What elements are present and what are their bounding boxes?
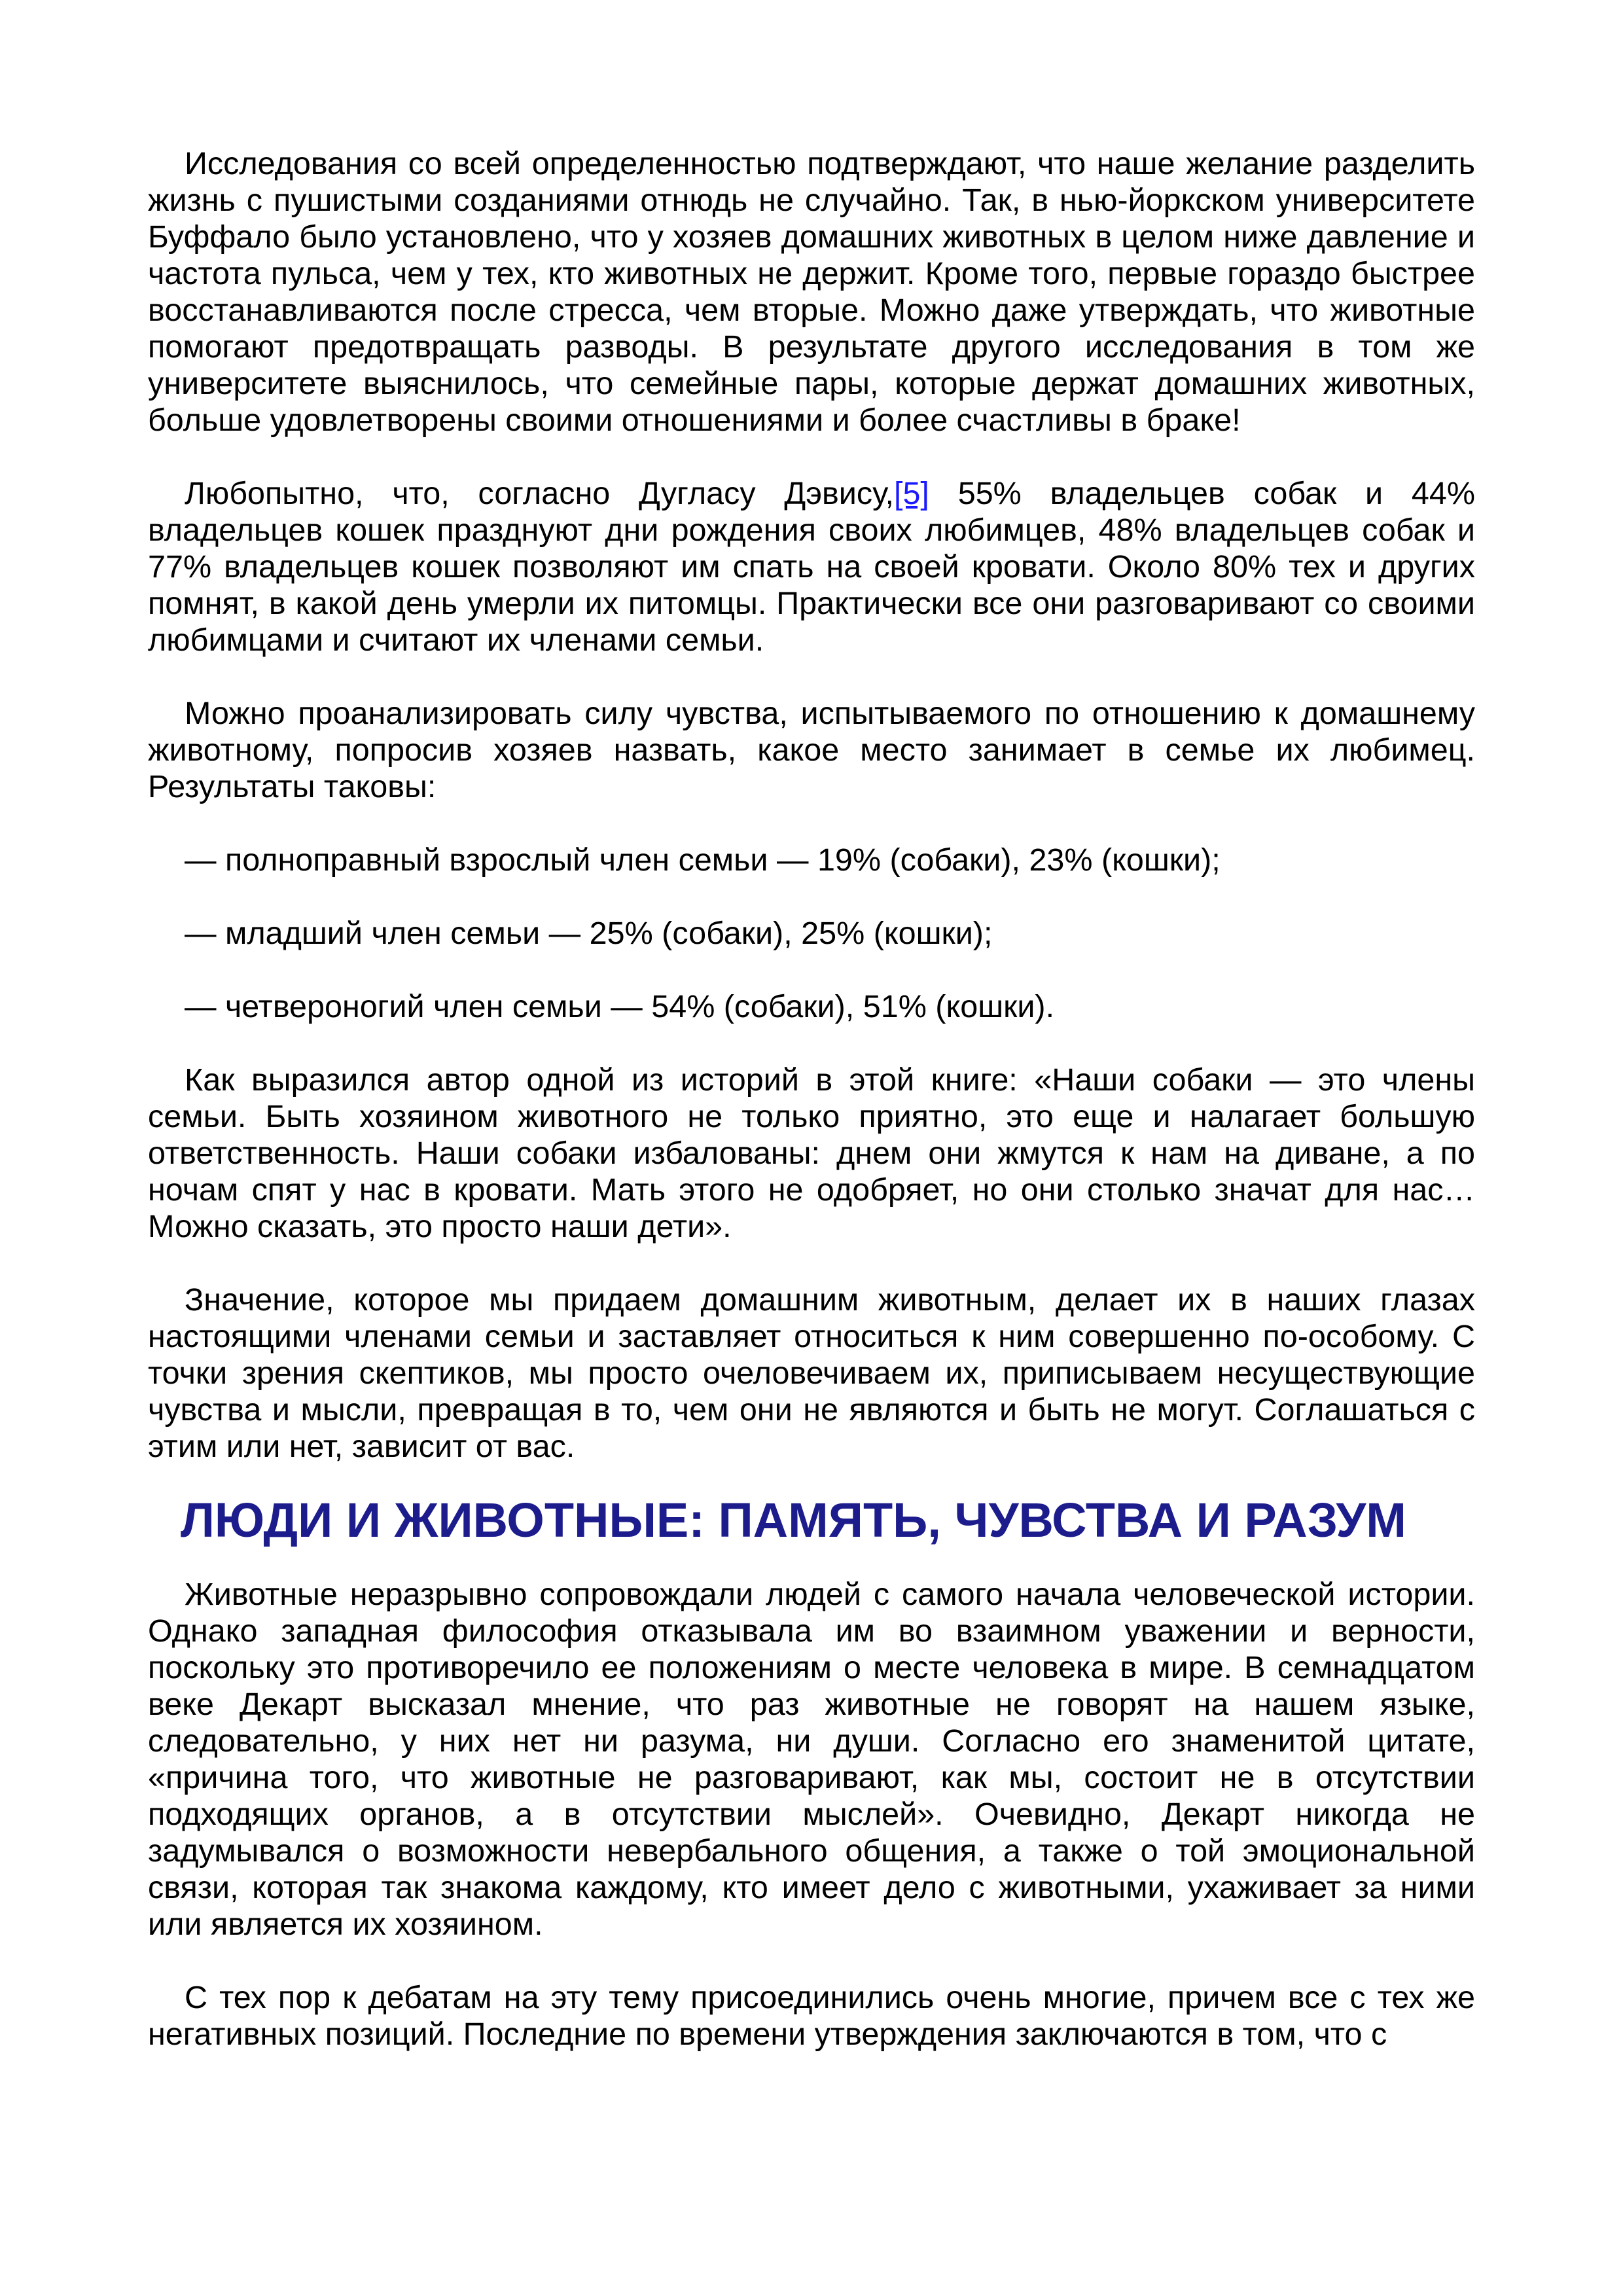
survey-result-junior-member: — младший член семьи — 25% (собаки), 25% (кошки); — [185, 916, 993, 951]
section-heading: ЛЮДИ И ЖИВОТНЫЕ: ПАМЯТЬ, ЧУВСТВА И РАЗУМ — [181, 1493, 1406, 1547]
survey-result-four-legged-member: — четвероногий член семьи — 54% (собаки), 51% (кошки). — [185, 989, 1055, 1024]
paragraph-research: Исследования со всей определенностью подтверждают, что наше желание разделить жизнь с пушистыми созданиями отнюдь не случайно. Так, в нью-йоркском университете Буффало было установлено, что у хозяев домашних животных в целом ниже давление и частота пульса, чем у тех, кто животных не держит. Кроме того, первые гораздо быстрее восстанавливаются после стресса, чем вторые. Можно даже утверждать, что животные помогают предотвращать разводы. В результате другого исследования в том же университете выяснилось, что семейные пары, которые держат домашних животных, больше удовлетворены своими отношениями и более счастливы в браке! — [148, 146, 1475, 438]
paragraph-skeptics: Значение, которое мы придаем домашним животным, делает их в наших глазах настоящими членами семьи и заставляет относиться к ним совершенно по-особому. С точки зрения скептиков, мы просто очеловечиваем их, приписываем несуществующие чувства и мысли, превращая в то, чем они не являются и быть не могут. Соглашаться с этим или нет, зависит от вас. — [148, 1282, 1475, 1464]
paragraph-descartes: Животные неразрывно сопровождали людей с самого начала человеческой истории. Однако западная философия отказывала им во взаимном уважении и верности, поскольку это противоречило ее положениям о месте человека в мире. В семнадцатом веке Декарт высказал мнение, что раз животные не говорят на нашем языке, следовательно, у них нет ни разума, ни души. Согласно его знаменитой цитате, «причина того, что животные не разговаривают, как мы, состоит не в отсутствии подходящих органов, а в отсутствии мыслей». Очевидно, Декарт никогда не задумывался о возможности невербального общения, а также о той эмоциональной связи, которая так знакома каждому, кто имеет дело с животными, ухаживает за ними или является их хозяином. — [148, 1577, 1475, 1942]
davis-text-before-link: Любопытно, что, согласно Дугласу Дэвису, — [185, 476, 894, 511]
footnote-link-5[interactable]: [5] — [893, 476, 929, 511]
survey-result-adult-member: — полноправный взрослый член семьи — 19% (собаки), 23% (кошки); — [185, 842, 1221, 878]
paragraph-debates: С тех пор к дебатам на эту тему присоединились очень многие, причем все с тех же негативных позиций. Последние по времени утверждения заключаются в том, что с — [148, 1980, 1475, 2052]
paragraph-davis-statistics — [148, 475, 1475, 658]
paragraph-author-quote: Как выразился автор одной из историй в этой книге: «Наши собаки — это члены семьи. Быть хозяином животного не только приятно, это еще и налагает большую ответственность. Наши собаки избалованы: днем они жмутся к нам на диване, а по ночам спят у нас в кровати. Мать этого не одобряет, но они столько значат для нас… Можно сказать, это просто наши дети». — [148, 1062, 1475, 1244]
document-page — [148, 145, 1475, 2089]
paragraph-analysis: Можно проанализировать силу чувства, испытываемого по отношению к домашнему животному, попросив хозяев назвать, какое место занимает в семье их любимец. Результаты таковы: — [148, 696, 1475, 804]
davis-text-after-link: 55% владельцев собак и 44% владельцев кошек празднуют дни рождения своих любимцев, 48% владельцев собак и 77% владельцев кошек позволяют им спать на своей кровати. Около 80% тех и других помнят, в какой день умерли их питомцы. Практически все они разговаривают со своими любимцами и считают их членами семьи. — [148, 476, 1475, 658]
